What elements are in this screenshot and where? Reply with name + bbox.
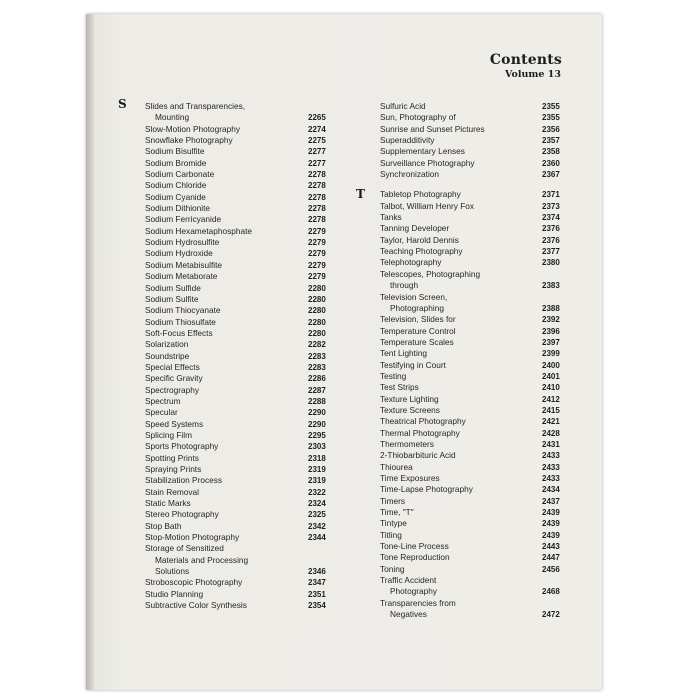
section-letter-s: S [118,97,127,111]
entry-page-number: 2472 [542,610,560,620]
contents-entry [145,441,327,452]
contents-column-left [145,101,327,611]
entry-page-number: 2283 [308,351,326,361]
entry-title: Testing [380,370,407,381]
entry-page-number: 2397 [542,337,560,347]
contents-entry [380,189,564,200]
contents-entry-continuation [380,586,564,597]
contents-entry [380,382,564,393]
entry-title: Tintype [380,518,407,529]
entry-title: Texture Lighting [380,393,439,404]
entry-page-number: 2279 [308,260,326,270]
contents-entry [145,385,327,396]
contents-entry [380,428,564,439]
entry-title: Surveillance Photography [380,157,475,168]
entry-title: Splicing Film [145,429,193,440]
entry-page-number: 2280 [308,283,326,293]
contents-entry [380,541,564,552]
entry-page-number: 2468 [542,587,560,597]
entry-title: Slides and Transparencies, [145,101,246,111]
entry-title: Tabletop Photography [380,189,461,200]
entry-title: Sodium Carbonate [145,169,215,180]
entry-title: Sodium Hydrosulfite [145,237,220,248]
entry-title: Television, Slides for [380,314,456,325]
entry-page-number: 2415 [542,405,560,415]
entry-title: Talbot, William Henry Fox [380,200,475,211]
entry-page-number: 2324 [308,499,326,509]
entry-title: Spectrography [145,384,199,395]
entry-title: Mounting [155,112,190,123]
entry-page-number: 2376 [542,224,560,234]
entry-page-number: 2377 [542,247,560,257]
entry-title: Titling [380,529,402,540]
contents-entry [145,600,327,611]
entry-title: Sodium Hexametaphosphate [145,225,253,236]
contents-entry [380,146,564,157]
contents-entry [145,271,327,282]
entry-page-number: 2347 [308,578,326,588]
entry-page-number: 2356 [542,124,560,134]
contents-entry [380,246,564,257]
contents-entry-continuation [380,280,564,291]
entry-title: Theatrical Photography [380,416,466,427]
entry-title: Tanning Developer [380,223,450,234]
contents-entry [380,212,564,223]
entry-title: Soundstripe [145,350,190,361]
contents-entry [145,532,327,543]
contents-entry [380,564,564,575]
contents-entry [145,146,327,157]
entry-title: Stereo Photography [145,509,219,520]
contents-entry [145,124,327,135]
entry-title: Studio Planning [145,588,204,599]
entry-title: Telescopes, Photographing [380,268,481,279]
contents-entry [145,362,327,373]
entry-title: Stroboscopic Photography [145,577,243,588]
entry-page-number: 2354 [308,601,326,611]
entry-page-number: 2396 [542,326,560,336]
entry-page-number: 2410 [542,383,560,393]
entry-page-number: 2357 [542,136,560,146]
entry-page-number: 2303 [308,442,326,452]
entry-title: Thermal Photography [380,427,460,438]
contents-entry [145,464,327,475]
entry-title: Sodium Thiocyanate [145,305,221,316]
contents-entry [145,475,327,486]
contents-entry [380,135,564,146]
entry-page-number: 2344 [308,533,326,543]
contents-entry [380,371,564,382]
entry-page-number: 2274 [308,124,326,134]
contents-entry [380,112,564,123]
entry-page-number: 2400 [542,360,560,370]
entry-title: Photography [390,586,438,597]
contents-entry [380,473,564,484]
entry-title: Soft-Focus Effects [145,327,213,338]
contents-entry [380,169,564,180]
entry-title: Stain Removal [145,486,199,497]
entry-title: Sodium Bromide [145,157,207,168]
entry-title: Specific Gravity [145,373,203,384]
entry-title: Transparencies from [380,597,456,608]
entry-title: Sun, Photography of [380,112,456,123]
entry-title: Texture Screens [380,404,440,415]
contents-column-right [380,101,564,620]
contents-entry [380,326,564,337]
contents-entry [145,226,327,237]
entry-page-number: 2283 [308,362,326,372]
entry-title: Temperature Scales [380,336,454,347]
contents-entry [145,283,327,294]
entry-page-number: 2280 [308,317,326,327]
entry-title: Sodium Ferricyanide [145,214,222,225]
entry-title: Static Marks [145,498,191,509]
contents-entry [380,496,564,507]
contents-entry [145,305,327,316]
contents-entry [145,237,327,248]
entry-page-number: 2277 [308,158,326,168]
entry-title: Storage of Sensitized [145,543,224,554]
contents-entry-continuation [380,303,564,314]
contents-entry [145,180,327,191]
contents-entry [145,419,327,430]
contents-entry [145,248,327,259]
entry-page-number: 2278 [308,192,326,202]
entry-page-number: 2399 [542,349,560,359]
entry-page-number: 2319 [308,465,326,474]
entry-page-number: 2433 [542,451,560,461]
contents-entry [380,416,564,427]
entry-title: Sodium Bisulfite [145,146,205,157]
entry-title: Stop Bath [145,520,182,531]
entry-page-number: 2275 [308,136,326,146]
entry-page-number: 2278 [308,215,326,225]
entry-page-number: 2351 [308,589,326,599]
entry-page-number: 2280 [308,306,326,316]
entry-title: Speed Systems [145,418,204,429]
entry-page-number: 2456 [542,564,560,574]
contents-entry [145,260,327,271]
contents-entry [380,462,564,473]
entry-title: 2-Thiobarbituric Acid [380,450,456,461]
entry-title: Tone Reproduction [380,552,450,563]
entry-title: Tent Lighting [380,348,428,359]
contents-entry [380,394,564,405]
entry-title: Time-Lapse Photography [380,484,473,495]
contents-entry [145,317,327,328]
entry-page-number: 2443 [542,542,560,552]
contents-entry [145,509,327,520]
entry-title: Spraying Prints [145,464,202,474]
entry-page-number: 2434 [542,485,560,495]
entry-title: Time, "T" [380,507,414,518]
contents-entry [380,450,564,461]
entry-page-number: 2279 [308,238,326,248]
section-gap [380,180,564,189]
entry-title: Subtractive Color Synthesis [145,600,247,611]
contents-entry [145,407,327,418]
entry-page-number: 2355 [542,113,560,123]
entry-page-number: 2360 [542,158,560,168]
entry-title: Synchronization [380,169,440,180]
entry-page-number: 2287 [308,385,326,395]
contents-entry [145,214,327,225]
entry-title: Sodium Cyanide [145,191,206,202]
entry-title: Testifying in Court [380,359,446,370]
entry-page-number: 2433 [542,474,560,483]
page-binding-shadow [86,14,94,690]
entry-title: Stabilization Process [145,475,223,486]
contents-entry [380,348,564,359]
entry-title: Spectrum [145,395,181,406]
entry-page-number: 2280 [308,328,326,338]
entry-title: Photographing [390,302,444,313]
entry-page-number: 2279 [308,226,326,236]
entry-page-number: 2290 [308,408,326,418]
entry-title: Slow-Motion Photography [145,123,241,134]
contents-entry [380,269,564,280]
entry-page-number: 2439 [542,530,560,540]
contents-entry [145,373,327,384]
entry-title: Sulfuric Acid [380,101,426,111]
contents-entry [145,589,327,600]
contents-entry [145,498,327,509]
entry-title: Special Effects [145,361,200,372]
entry-page-number: 2288 [308,396,326,406]
entry-page-number: 2428 [542,428,560,438]
contents-entry [380,235,564,246]
entry-page-number: 2278 [308,170,326,180]
entry-page-number: 2383 [542,281,560,291]
entry-page-number: 2277 [308,147,326,157]
entry-page-number: 2421 [542,417,560,427]
entry-title: Traffic Accident [380,575,437,586]
entry-title: Sodium Sulfite [145,293,199,304]
entry-title: Sodium Chloride [145,180,207,191]
entry-title: Teaching Photography [380,246,463,257]
contents-entry [380,552,564,563]
entry-page-number: 2279 [308,272,326,282]
entry-page-number: 2374 [542,213,560,223]
contents-entry [380,439,564,450]
contents-entry [145,430,327,441]
contents-entry [145,203,327,214]
contents-entry [145,487,327,498]
contents-entry [145,294,327,305]
entry-title: Sodium Thiosulfate [145,316,216,327]
entry-page-number: 2380 [542,258,560,268]
entry-title: Sodium Hydroxide [145,248,213,259]
entry-title: Temperature Control [380,325,456,336]
section-letter-t: T [356,187,365,201]
contents-entry [380,530,564,541]
contents-entry [145,339,327,350]
contents-entry [380,518,564,529]
entry-page-number: 2358 [542,147,560,157]
contents-entry [380,292,564,303]
contents-entry [145,396,327,407]
contents-entry [145,521,327,532]
entry-page-number: 2437 [542,496,560,506]
entry-title: Television Screen, [380,291,448,302]
entry-page-number: 2346 [308,567,326,577]
entry-page-number: 2388 [542,303,560,313]
entry-page-number: 2431 [542,439,560,449]
entry-page-number: 2401 [542,371,560,381]
entry-title: Materials and Processing [155,554,249,565]
contents-entry-continuation [145,555,327,566]
entry-title: Timers [380,495,406,506]
contents-entry [380,257,564,268]
entry-page-number: 2278 [308,181,326,191]
contents-entry [380,484,564,495]
entry-title: Solutions [155,566,190,577]
contents-entry [380,405,564,416]
entry-title: Spotting Prints [145,452,199,463]
entry-page-number: 2342 [308,521,326,531]
entry-page-number: 2371 [542,190,560,200]
contents-entry [380,337,564,348]
entry-title: Sodium Sulfide [145,282,201,293]
contents-entry [380,124,564,135]
entry-title: Telephotography [380,257,442,268]
contents-entry-continuation [145,112,327,123]
entry-page-number: 2295 [308,430,326,440]
contents-entry [145,577,327,588]
entry-page-number: 2279 [308,249,326,259]
entry-title: Superadditivity [380,135,435,146]
entry-title: Solarization [145,339,189,350]
entry-page-number: 2290 [308,419,326,429]
contents-entry [145,328,327,339]
contents-entry-continuation [380,609,564,620]
entry-title: Stop-Motion Photography [145,532,240,543]
entry-title: Sunrise and Sunset Pictures [380,123,485,134]
entry-title: Snowflake Photography [145,135,233,146]
entry-page-number: 2286 [308,374,326,384]
entry-page-number: 2318 [308,453,326,463]
entry-page-number: 2376 [542,235,560,245]
entry-title: Supplementary Lenses [380,146,465,157]
entry-title: Sodium Metaborate [145,271,218,282]
contents-entry [145,169,327,180]
entry-title: Specular [145,407,178,418]
entry-page-number: 2322 [308,487,326,497]
page-title: Contents [489,52,562,68]
entry-page-number: 2439 [542,508,560,518]
entry-page-number: 2355 [542,102,560,111]
contents-entry [380,158,564,169]
contents-entry-continuation [145,566,327,577]
entry-page-number: 2412 [542,394,560,404]
contents-entry [380,598,564,609]
contents-entry [145,135,327,146]
entry-title: Test Strips [380,382,419,393]
entry-title: Toning [380,563,405,574]
entry-title: Thermometers [380,438,434,449]
entry-page-number: 2278 [308,204,326,214]
entry-title: Thiourea [380,461,413,472]
contents-entry [145,158,327,169]
entry-page-number: 2282 [308,340,326,350]
entry-title: Negatives [390,609,427,620]
contents-entry [380,223,564,234]
contents-entry [380,507,564,518]
entry-page-number: 2319 [308,476,326,486]
entry-title: Tone-Line Process [380,541,449,552]
entry-title: Sports Photography [145,441,219,452]
entry-page-number: 2280 [308,294,326,304]
contents-entry [145,192,327,203]
entry-title: Tanks [380,212,402,223]
entry-page-number: 2325 [308,510,326,520]
entry-title: through [390,280,419,291]
entry-title: Sodium Metabisulfite [145,259,223,270]
contents-entry [145,351,327,362]
contents-entry [380,201,564,212]
contents-entry [145,543,327,554]
entry-page-number: 2433 [542,462,560,472]
entry-title: Time Exposures [380,473,440,483]
contents-entry [145,453,327,464]
volume-label: Volume 13 [505,69,561,80]
entry-page-number: 2265 [308,113,326,123]
entry-page-number: 2373 [542,201,560,211]
contents-entry [380,575,564,586]
contents-entry [380,314,564,325]
entry-page-number: 2447 [542,553,560,563]
entry-title: Sodium Dithionite [145,203,211,214]
entry-title: Taylor, Harold Dennis [380,234,459,245]
entry-page-number: 2392 [542,315,560,325]
entry-page-number: 2367 [542,170,560,180]
contents-entry [380,101,564,112]
entry-page-number: 2439 [542,519,560,529]
contents-entry [380,360,564,371]
contents-entry [145,101,327,112]
